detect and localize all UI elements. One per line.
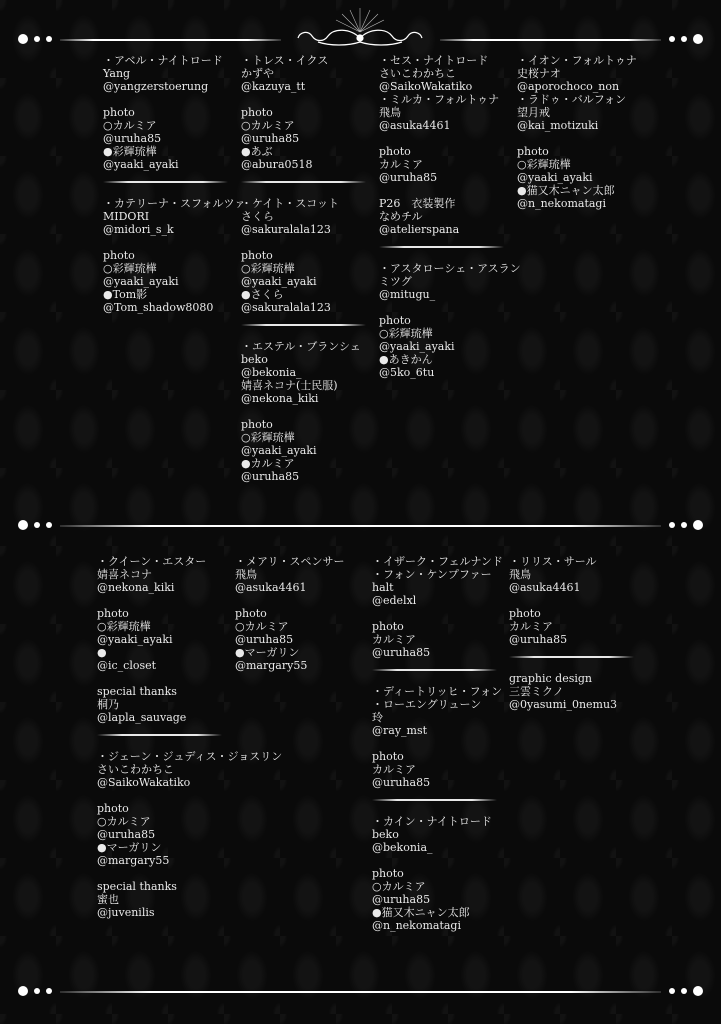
credit-line: @sakuralala123 (241, 223, 331, 236)
credit-line: カルミア (372, 633, 416, 646)
credit-line (372, 607, 497, 620)
credit-line: ●Tom影 (103, 288, 148, 301)
credit-line (235, 594, 360, 607)
credit-line: さいこわかちこ (379, 67, 456, 80)
credit-line: @midori_s_k (103, 223, 174, 236)
credit-line: 婧喜ネコナ (97, 568, 152, 581)
credit-line: ●マーガリン (235, 646, 300, 659)
credit-line (241, 405, 366, 418)
credit-line: ・ミルカ・フォルトゥナ (379, 93, 500, 106)
credit-line: @SaikoWakatiko (97, 776, 191, 789)
credit-line: ・リリス・サール (509, 555, 597, 568)
credit-line: @edelxl (372, 594, 417, 607)
credit-line: ○彩輝琉樺 (517, 158, 571, 171)
credit-line: ・メアリ・スペンサー (235, 555, 345, 568)
credit-line: 蜜也 (97, 893, 119, 906)
credit-entry (241, 54, 366, 171)
credit-line: ●猫又木ニャン太郎 (372, 906, 470, 919)
credit-line: ・フォン・ケンプファー (372, 568, 492, 581)
credit-line: photo (517, 145, 549, 158)
credit-line: 飛鳥 (509, 568, 531, 581)
credit-line: @bekonia_ (372, 841, 433, 854)
credit-line: ●マーガリン (97, 841, 162, 854)
credit-line: @yaaki_ayaki (103, 275, 179, 288)
entry-separator (372, 799, 497, 801)
credit-line: ○カルミア (372, 880, 426, 893)
credit-line: 飛鳥 (235, 568, 257, 581)
credit-line: ・トレス・イクス (241, 54, 329, 67)
credit-line: ●あきかん (379, 353, 433, 366)
credit-line: photo (97, 607, 129, 620)
credit-line: @5ko_6tu (379, 366, 435, 379)
credit-line: graphic design (509, 672, 592, 685)
credit-line: photo (241, 249, 273, 262)
credit-entry (379, 54, 504, 236)
credit-line: ○カルミア (97, 815, 151, 828)
entry-separator (379, 246, 504, 248)
credits-column (372, 555, 503, 932)
credit-line: @uruha85 (379, 171, 438, 184)
credit-line: ・イザーク・フェルナンド (372, 555, 503, 568)
credit-line: ・ディートリッヒ・フォン (372, 685, 503, 698)
credit-line: ・クイーン・エスター (97, 555, 207, 568)
credit-line (379, 184, 504, 197)
credit-line: ○カルミア (103, 119, 157, 132)
entry-separator (509, 656, 634, 658)
credit-entry (509, 672, 634, 711)
credit-line (509, 594, 634, 607)
credit-line: 玲 (372, 711, 383, 724)
credit-line: なめチル (379, 210, 423, 223)
credit-line: ・ローエングリューン (372, 698, 482, 711)
credit-line: @yaaki_ayaki (241, 444, 317, 457)
credit-line: ・ジェーン・ジュディス・ジョスリン (97, 750, 283, 763)
credit-line: ・ケイト・スコット (241, 197, 340, 210)
credit-line: ●さくら (241, 288, 284, 301)
credits-column (235, 555, 360, 672)
credit-entry (241, 197, 366, 314)
credit-line: ●猫又木ニャン太郎 (517, 184, 615, 197)
middle-divider (0, 516, 721, 536)
credit-line: @yaaki_ayaki (379, 340, 455, 353)
credit-line: photo (509, 607, 541, 620)
credit-line: カルミア (372, 763, 416, 776)
credit-entry (372, 815, 497, 932)
credit-line: さいこわかちこ (97, 763, 174, 776)
credit-line: photo (241, 106, 273, 119)
credit-line (517, 132, 642, 145)
entry-separator (372, 669, 497, 671)
credit-line: ・アベル・ナイトロード (103, 54, 223, 67)
credit-line: ○彩輝琉樺 (241, 262, 295, 275)
credit-line: 三雲ミクノ (509, 685, 564, 698)
credit-line: @yaaki_ayaki (97, 633, 173, 646)
credit-line (97, 594, 222, 607)
credit-line: @bekonia_ (241, 366, 302, 379)
credit-line: @ic_closet (97, 659, 157, 672)
credit-line: @abura0518 (241, 158, 313, 171)
credit-line: beko (372, 828, 399, 841)
credit-line: @atelierspana (379, 223, 460, 236)
credit-line: @Tom_shadow8080 (103, 301, 214, 314)
credit-entry (103, 197, 246, 314)
entry-separator (103, 181, 228, 183)
credit-line: カルミア (379, 158, 423, 171)
credit-line: @yangzerstoerung (103, 80, 209, 93)
credit-line: @uruha85 (235, 633, 294, 646)
credit-line: ● (97, 646, 107, 659)
bottom-divider (0, 982, 721, 1002)
credit-line (103, 236, 228, 249)
entry-separator (241, 324, 366, 326)
top-divider (0, 30, 721, 50)
credit-line: MIDORI (103, 210, 150, 223)
credit-line: @nekona_kiki (97, 581, 175, 594)
credit-line: photo (379, 314, 411, 327)
credit-line: photo (379, 145, 411, 158)
credit-line (379, 301, 504, 314)
credit-line: P26 衣装製作 (379, 197, 456, 210)
credit-line: @asuka4461 (509, 581, 581, 594)
credit-line: @uruha85 (509, 633, 568, 646)
credit-line: 桐乃 (97, 698, 119, 711)
credit-line: photo (97, 802, 129, 815)
credit-line (103, 93, 228, 106)
entry-separator (241, 181, 366, 183)
credit-line: ○彩輝琉樺 (379, 327, 433, 340)
credit-line: photo (235, 607, 267, 620)
credit-line: ○彩輝琉樺 (103, 262, 157, 275)
credit-entry (103, 54, 228, 171)
credit-line: ・アスタローシェ・アスラン (379, 262, 521, 275)
credit-line: ・ラドゥ・バルフォン (517, 93, 627, 106)
credit-line: カルミア (509, 620, 553, 633)
credit-line: @aporochoco_non (517, 80, 620, 93)
credit-line: photo (372, 867, 404, 880)
credit-line: ・イオン・フォルトゥナ (517, 54, 637, 67)
credit-line: さくら (241, 210, 274, 223)
credit-line: @uruha85 (103, 132, 162, 145)
credit-line: 飛鳥 (379, 106, 401, 119)
credit-line: photo (103, 106, 135, 119)
credit-entry (379, 262, 521, 379)
credit-line: @kai_motizuki (517, 119, 599, 132)
credit-line: photo (103, 249, 135, 262)
credit-line: @nekona_kiki (241, 392, 319, 405)
credit-line: @yaaki_ayaki (103, 158, 179, 171)
credit-line: special thanks (97, 880, 177, 893)
credits-column (103, 54, 246, 314)
credit-line: ○彩輝琉樺 (241, 431, 295, 444)
credit-line: @n_nekomatagi (517, 197, 606, 210)
credit-entry (241, 340, 366, 483)
credits-column (509, 555, 634, 711)
credit-line: ●カルミア (241, 457, 295, 470)
credit-line: ・カテリーナ・スフォルツァ (103, 197, 246, 210)
credit-line: @uruha85 (372, 646, 431, 659)
credit-entry (97, 750, 283, 919)
credit-line: 史桜ナオ (517, 67, 561, 80)
credit-line (97, 867, 222, 880)
credits-column (517, 54, 642, 210)
credit-line: ・カイン・ナイトロード (372, 815, 492, 828)
credit-line: ・セス・ナイトロード (379, 54, 489, 67)
credit-entry (509, 555, 634, 646)
credit-line: @uruha85 (97, 828, 156, 841)
credit-line: ●彩輝琉樺 (103, 145, 157, 158)
credit-entry (372, 685, 503, 789)
credit-line: @SaikoWakatiko (379, 80, 473, 93)
credit-line: ○カルミア (241, 119, 295, 132)
credit-line: @uruha85 (241, 470, 300, 483)
credit-line: ○カルミア (235, 620, 289, 633)
credit-line: @juvenilis (97, 906, 155, 919)
credit-line (97, 672, 222, 685)
credit-line: special thanks (97, 685, 177, 698)
credit-line (372, 737, 497, 750)
credit-line (241, 93, 366, 106)
credit-entry (372, 555, 503, 659)
credit-line (97, 789, 222, 802)
credit-line: @n_nekomatagi (372, 919, 461, 932)
credits-column (241, 54, 366, 483)
credit-line: ミツグ (379, 275, 412, 288)
credit-line: @sakuralala123 (241, 301, 331, 314)
credit-line: 望月戒 (517, 106, 550, 119)
credit-line: halt (372, 581, 394, 594)
credit-entry (235, 555, 360, 672)
credit-line: ○彩輝琉樺 (97, 620, 151, 633)
credit-line (372, 854, 497, 867)
credit-line: photo (372, 620, 404, 633)
credit-line: @asuka4461 (235, 581, 307, 594)
credit-line: beko (241, 353, 268, 366)
credit-line: @uruha85 (372, 776, 431, 789)
credit-line: @yaaki_ayaki (517, 171, 593, 184)
credit-entry (97, 555, 222, 724)
credit-line: @yaaki_ayaki (241, 275, 317, 288)
credit-line: photo (241, 418, 273, 431)
credit-line (241, 236, 366, 249)
credit-entry (517, 54, 642, 210)
credit-line: @mitugu_ (379, 288, 436, 301)
credit-line: ●あぶ (241, 145, 273, 158)
credit-line: Yang (103, 67, 131, 80)
credit-line: photo (372, 750, 404, 763)
credit-line: かずや (241, 67, 274, 80)
credit-line: @uruha85 (372, 893, 431, 906)
credit-line: 婧喜ネコナ(士民服) (241, 379, 338, 392)
credit-line: @margary55 (235, 659, 308, 672)
entry-separator (97, 734, 222, 736)
credit-line: @uruha85 (241, 132, 300, 145)
credit-line (379, 132, 504, 145)
credit-line: @0yasumi_0nemu3 (509, 698, 618, 711)
credit-line: ・エステル・ブランシェ (241, 340, 361, 353)
credit-line: @ray_mst (372, 724, 428, 737)
credit-line: @lapla_sauvage (97, 711, 187, 724)
credit-line: @kazuya_tt (241, 80, 306, 93)
credits-column (379, 54, 521, 379)
credit-line: @asuka4461 (379, 119, 451, 132)
credit-line: @margary55 (97, 854, 170, 867)
